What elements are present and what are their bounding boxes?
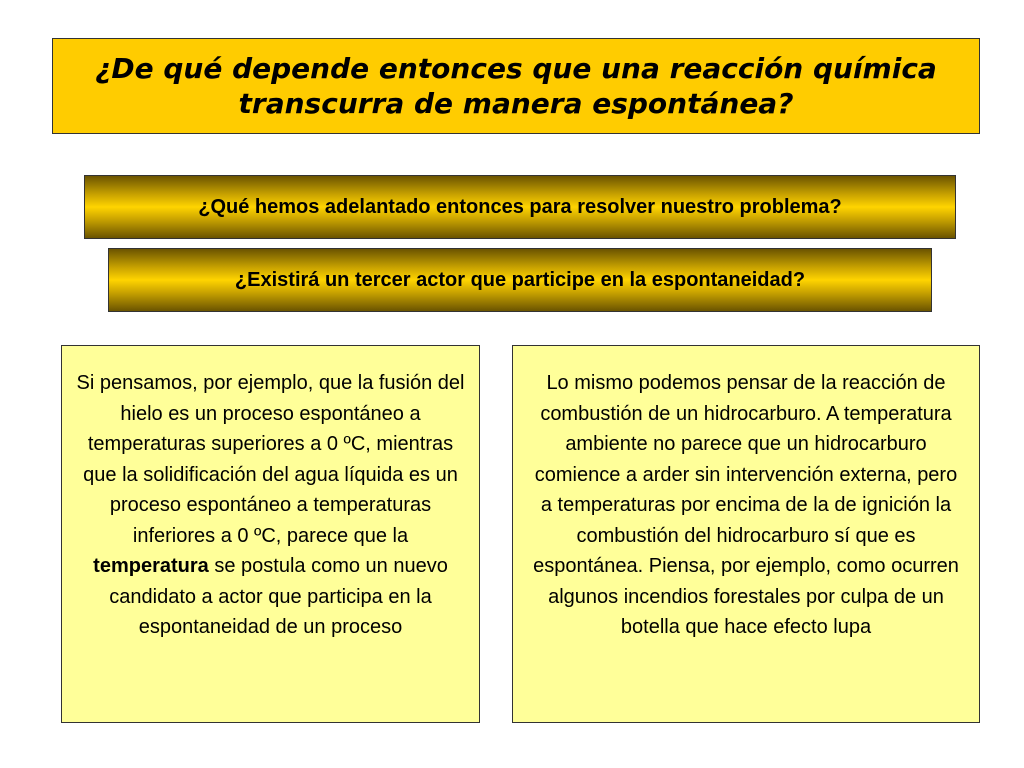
combustion-text-box <box>512 345 980 723</box>
ice-melting-text-part-1: Si pensamos, por ejemplo, que la fusión del hielo es un proceso espontáneo a temperaturas superiores a 0 ºC, mientras que la solidificación del agua líquida es un proceso espontáneo a temperaturas inferiores a 0 ºC, parece que la <box>76 372 465 547</box>
question-banner-1 <box>84 175 956 239</box>
ice-melting-text-part-2: se postula como un nuevo candidato a actor que participa en la espontaneidad de un proceso <box>109 555 448 638</box>
question-banner-2-text: ¿Existirá un tercer actor que participe en la espontaneidad? <box>234 268 806 291</box>
slide-title-text: ¿De qué depende entonces que una reacción química transcurra de manera espontánea? <box>95 52 937 120</box>
slide-title <box>52 38 980 134</box>
question-banner-1-text: ¿Qué hemos adelantado entonces para resolver nuestro problema? <box>198 195 842 218</box>
temperature-emphasis: temperatura <box>93 555 209 577</box>
ice-melting-text-box <box>61 345 480 723</box>
combustion-text: Lo mismo podemos pensar de la reacción de combustión de un hidrocarburo. A temperatura ambiente no parece que un hidrocarburo comience a arder sin intervención externa, pero a temperaturas por encima de la de ignición la combustión del hidrocarburo sí que es espontánea. Piensa, por ejemplo, como ocurren algunos incendios forestales por culpa de un botella que hace efecto lupa <box>533 372 959 638</box>
question-banner-2 <box>108 248 932 312</box>
